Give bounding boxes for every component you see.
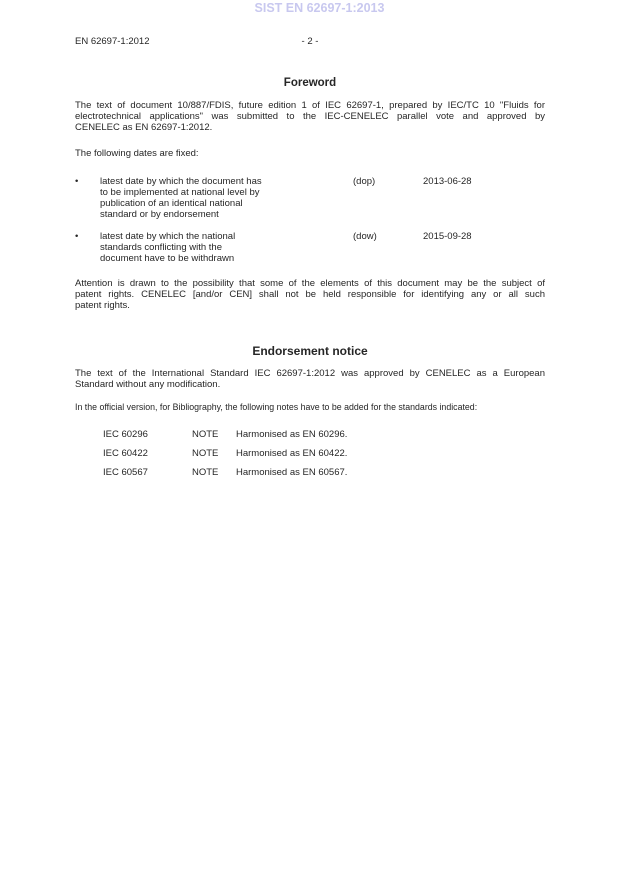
paragraph-line: The text of document 10/887/FDIS, future edition 1 of IEC 62697-1, prepared by IEC/TC 10 "Fluids for	[75, 100, 545, 111]
paragraph-line: patent rights.	[75, 300, 130, 311]
date-item-dop	[75, 176, 545, 220]
note-label: NOTE	[192, 467, 219, 478]
document-reference: EN 62697-1:2012	[75, 36, 150, 47]
date-value: 2013-06-28	[423, 176, 472, 187]
paragraph-line: Standard without any modification.	[75, 379, 221, 390]
note-standard: IEC 60567	[103, 467, 148, 478]
bullet-icon: •	[75, 176, 79, 187]
date-value: 2015-09-28	[423, 231, 472, 242]
page-content	[75, 0, 545, 486]
note-label: NOTE	[192, 448, 219, 459]
paragraph-line: to be implemented at national level by	[100, 187, 260, 198]
paragraph-line: standard or by endorsement	[100, 209, 219, 220]
date-item-dow	[75, 231, 545, 264]
paragraph-line: The text of the International Standard IEC 62697-1:2012 was approved by CENELEC as a European	[75, 368, 545, 379]
date-item-description	[100, 176, 353, 220]
note-text: Harmonised as EN 60296.	[236, 429, 348, 440]
patent-rights-paragraph	[75, 278, 545, 311]
paragraph-line: standards conflicting with the	[100, 242, 222, 253]
page-header	[75, 36, 545, 48]
note-standard: IEC 60296	[103, 429, 148, 440]
paragraph-line: Attention is drawn to the possibility that some of the elements of this document may be the subject of	[75, 278, 545, 289]
note-row	[75, 448, 545, 467]
endorsement-heading: Endorsement notice	[252, 344, 368, 358]
paragraph-line: document have to be withdrawn	[100, 253, 235, 264]
date-code: (dow)	[353, 231, 377, 242]
date-item-description	[100, 231, 353, 264]
note-label: NOTE	[192, 429, 219, 440]
date-code: (dop)	[353, 176, 376, 187]
bibliography-notes-table	[75, 429, 545, 486]
dates-intro-line: The following dates are fixed:	[75, 148, 199, 159]
endorsement-approval-paragraph	[75, 368, 545, 390]
note-row	[75, 429, 545, 448]
foreword-heading: Foreword	[283, 77, 337, 89]
foreword-intro-paragraph	[75, 100, 545, 133]
paragraph-line: electrotechnical applications" was submitted to the IEC-CENELEC parallel vote and approved by	[75, 111, 545, 122]
watermark-sist-reference: SIST EN 62697-1:2013	[254, 1, 385, 15]
paragraph-line: publication of an identical national	[100, 198, 243, 209]
paragraph-line: latest date by which the document has	[100, 176, 262, 187]
paragraph-line: patent rights. CENELEC [and/or CEN] shall not be held responsible for identifying any or all such	[75, 289, 545, 300]
bibliography-note-line: In the official version, for Bibliography, the following notes have to be added for the standards indicated:	[75, 402, 478, 412]
paragraph-line: latest date by which the national	[100, 231, 236, 242]
note-row	[75, 467, 545, 486]
note-text: Harmonised as EN 60567.	[236, 467, 348, 478]
paragraph-line: CENELEC as EN 62697-1:2012.	[75, 122, 213, 133]
note-standard: IEC 60422	[103, 448, 148, 459]
note-text: Harmonised as EN 60422.	[236, 448, 348, 459]
page-number: - 2 -	[301, 36, 319, 47]
bullet-icon: •	[75, 231, 79, 242]
